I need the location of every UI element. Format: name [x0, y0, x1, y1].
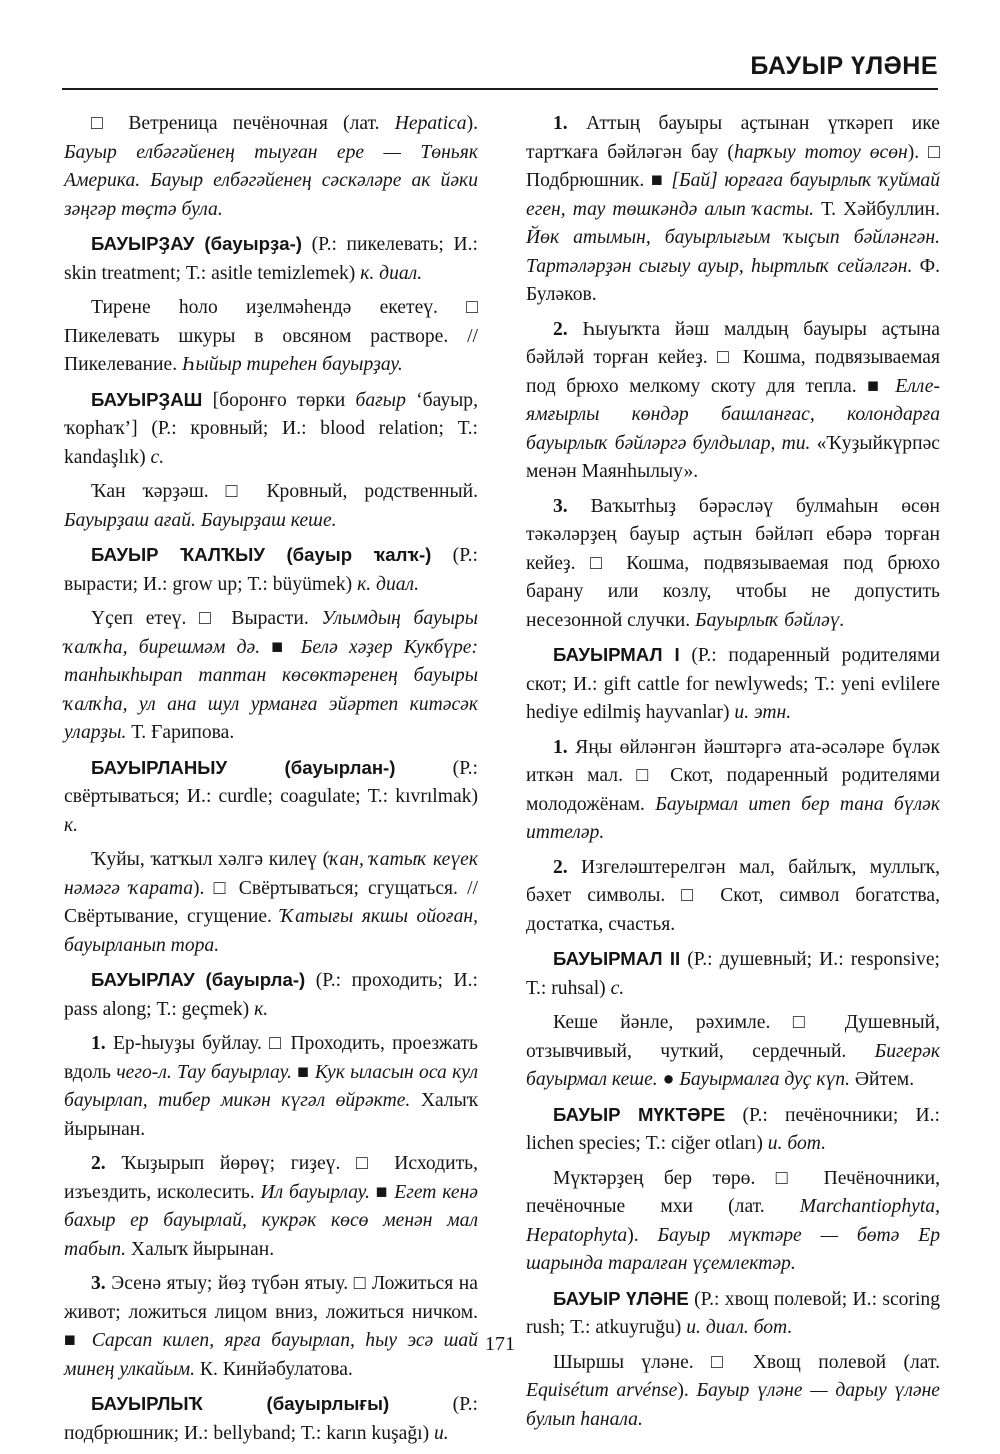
- text-run: ●: [657, 1069, 680, 1090]
- text-run: Шыршы үләне. □ Хвощ полевой (лат.: [553, 1351, 940, 1373]
- italic-text: к. диал.: [357, 573, 420, 595]
- text-run: Халыҡ йырынан.: [126, 1238, 275, 1260]
- italic-text: Бауырлыҡ бәйләү.: [695, 609, 845, 631]
- dictionary-entry: [64, 1390, 478, 1448]
- entry-paragraph: [526, 734, 940, 848]
- italic-text: Бауыр мүктәре — бөтә Ер шарында таралған үҫемлектәр.: [526, 1224, 940, 1274]
- italic-text: [Бай] юрғаға бауырлыҡ ҡуймай еген, тау төшкәндә алып ҡасты.: [526, 170, 940, 220]
- text-run: Ҡыҙырып йөрөү; гиҙеү. □ Исходить, изъездить, исколесить.: [64, 1153, 478, 1203]
- entry-paragraph: [526, 1349, 940, 1435]
- italic-text: бағыр: [355, 389, 406, 411]
- dictionary-entry: [526, 1101, 940, 1159]
- text-run: Ҡан ҡәрҙәш. □ Кровный, родственный.: [91, 481, 478, 502]
- text-run: Һыуыҡта йәш малдың бауыры аҫтына бәйләй торған кейеҙ. □ Кошма, подвязываемая под брюхо мелкому скоту для тепла. ■: [526, 318, 940, 397]
- italic-text: Сарсап килеп, ярға бауырлап, һыу эсә шай минең улкайым.: [64, 1330, 479, 1380]
- italic-text: Егет кенә бахыр ер бауырлай, кукрәк көсө менән мал табып.: [64, 1181, 478, 1260]
- text-run: Әйтем.: [850, 1069, 915, 1090]
- dictionary-entry: [64, 230, 478, 288]
- headword: БАУЫРЛАНЫУ (бауырлан-): [91, 756, 396, 778]
- text-run: ■: [260, 636, 301, 658]
- left-column: [64, 110, 478, 1454]
- text-run: (Р.: проходить; И.: pass along; Т.: geçmek): [64, 970, 478, 1020]
- italic-text: Кук ыласын оса кул бауырлап, тибер микән күгәл өйрәкте.: [64, 1061, 479, 1111]
- sense-number: 2.: [553, 856, 568, 878]
- text-run: Ваҡытһыҙ бәрәсләү булмаһын өсөн тәкәләрҙең бауыр аҫтын бәйләп ебәрә торған кейеҙ. □ Кошма, подвязываемая под брюхо барану или козлу, чтобы не допустить несезонной случки.: [526, 495, 940, 631]
- headword: БАУЫРҘАШ: [91, 388, 203, 410]
- italic-text: Йөк атымын, бауырлығым ҡыҫып бәйләнгән. Тартәләрҙән сығыу ауыр, һыртлыҡ сейәлгән.: [526, 227, 940, 277]
- entry-paragraph: [64, 294, 478, 380]
- headword: БАУЫР ҮЛӘНЕ: [553, 1287, 689, 1309]
- italic-text: Бигерәк бауырмал кеше.: [526, 1040, 940, 1090]
- sense-number: 1.: [91, 1033, 106, 1054]
- italic-text: и. этн.: [734, 702, 792, 723]
- italic-text: и. бот.: [767, 1133, 827, 1154]
- text-run: (Р.: пикелевать; И.: skin treatment; Т.: asitle temizlemek): [64, 234, 478, 284]
- text-run: (Р.: душевный; И.: responsive; Т.: ruhsal): [526, 949, 940, 999]
- text-run: (Р.: подаренный родителями скот; И.: gift cattle for newlyweds; Т.: yeni evlilere hediye edilmiş hayvanlar): [526, 645, 940, 723]
- text-run: (Р.: хвощ полевой; И.: scoring rush; Т.: atkuyruğu): [526, 1288, 940, 1338]
- text-run: Ф. Буләков.: [526, 255, 941, 305]
- entry-paragraph: [64, 1270, 478, 1384]
- header-rule: [62, 88, 938, 90]
- text-run: ).: [627, 1224, 658, 1246]
- headword: БАУЫРЛЫҠ (бауырлығы): [91, 1393, 390, 1414]
- italic-text: һарҡыу тотоу өсөн: [733, 141, 908, 163]
- entry-paragraph: [64, 605, 478, 748]
- entry-paragraph: [64, 1030, 478, 1144]
- text-run: (Р.: свёртываться; И.: curdle; coagulate; Т.: kıvrılmak): [64, 757, 478, 807]
- dictionary-entry: [526, 641, 940, 728]
- text-run: Кеше йәнле, рәхимле. □ Душевный, отзывчивый, чуткий, сердечный.: [526, 1012, 940, 1062]
- text-run: Т. Хәйбуллин.: [814, 198, 941, 220]
- italic-text: ҡан, ҡатыҡ кеүек нәмәгә ҡарата: [64, 849, 478, 899]
- entry-paragraph: [526, 493, 940, 636]
- text-run: Эсенә ятыу; йөҙ түбән ятыу. □ Ложиться на живот; ложиться лицом вниз, ложиться ничком. ■: [64, 1273, 478, 1351]
- text-run: ■: [370, 1181, 395, 1203]
- dictionary-entry: [64, 541, 478, 599]
- italic-text: к. диал.: [360, 262, 423, 284]
- text-run: «Ҡуҙыйкүрпәс менән Маянһылыу».: [526, 432, 940, 482]
- italic-text: Бауырҙаш ағай. Бауырҙаш кеше.: [64, 509, 337, 531]
- entry-paragraph: [64, 110, 478, 224]
- entry-paragraph: [64, 478, 478, 535]
- text-run: ).: [677, 1380, 697, 1401]
- italic-text: и.: [434, 1422, 449, 1444]
- headword: БАУЫР ҠАЛҠЫУ (бауыр ҡалҡ-): [91, 544, 432, 565]
- text-run: (Р.: подбрюшник; И.: bellyband; Т.: karın kuşağı): [64, 1394, 478, 1444]
- text-run: ). □ Свёртываться; сгущаться. // Свёртывание, сгущение.: [64, 877, 478, 927]
- italic-text: Ҡатығы якшы ойоған, бауырланып тора.: [64, 906, 478, 956]
- text-run: Изгеләштерелгән мал, байлыҡ, муллыҡ, бәхет символы. □ Скот, символ богатства, достатка, счастья.: [526, 856, 940, 935]
- entry-paragraph: [526, 1009, 940, 1095]
- italic-text: с.: [150, 446, 165, 468]
- italic-text: и. диал. бот.: [686, 1317, 793, 1338]
- headword: БАУЫРМАЛ I: [553, 644, 680, 665]
- entry-paragraph: [526, 316, 940, 487]
- text-run: (Р.: печёночники; И.: lichen species; Т.: ciğer otları): [526, 1104, 940, 1154]
- headword: БАУЫРҘАУ (бауырҙа-): [91, 233, 302, 254]
- text-run: Мүктәрҙең бер төрө. □ Печёночники, печёночные мхи (лат.: [526, 1167, 940, 1217]
- italic-text: Equisétum arvénse: [526, 1380, 678, 1401]
- italic-text: чего-л.: [116, 1061, 172, 1083]
- text-run: ■: [291, 1061, 315, 1083]
- sense-number: 2.: [91, 1153, 106, 1174]
- entry-paragraph: [64, 1150, 478, 1264]
- text-run: [боронғо төрки: [202, 389, 356, 411]
- sense-number: 3.: [91, 1273, 106, 1294]
- entry-paragraph: [64, 846, 478, 960]
- sense-number: 1.: [553, 736, 568, 758]
- italic-text: Улымдың бауыры ҡалҡһа, бирешмәм дә.: [64, 608, 478, 658]
- text-run: Халыҡ йырынан.: [64, 1090, 479, 1140]
- italic-text: Елле-ямғырлы көндәр башланғас, колондарға бауырлыҡ бәйләргә булдылар, ти.: [526, 375, 940, 454]
- dictionary-entry: [64, 966, 478, 1024]
- sense-number: 3.: [553, 495, 568, 517]
- text-run: Ер-һыуҙы буйлау. □ Проходить, проезжать вдоль: [64, 1033, 478, 1083]
- text-run: (Р.: вырасти; И.: grow up; Т.: büyümek): [64, 545, 478, 595]
- entry-paragraph: [526, 1165, 940, 1279]
- italic-text: Бауыр үләне — дарыу үләне булып һанала.: [526, 1380, 940, 1430]
- italic-text: Бауырмалға дуҫ күп.: [679, 1069, 850, 1090]
- italic-text: с.: [610, 977, 625, 999]
- italic-text: к.: [254, 998, 269, 1020]
- italic-text: Һыйыр тиреһен бауырҙау.: [182, 354, 403, 375]
- text-run: Яңы өйләнгән йәштәргә ата-әсәләре бүләк иткән мал. □ Скот, подаренный родителями молодожёнам.: [526, 736, 940, 815]
- text-run: ).: [466, 113, 478, 134]
- italic-text: к.: [64, 814, 79, 836]
- text-run: ). □ Подбрюшник. ■: [526, 141, 940, 191]
- italic-text: Бауырмал итеп бер тана бүләк иттеләр.: [526, 793, 940, 843]
- dictionary-entry: [526, 945, 940, 1003]
- entry-paragraph: [526, 854, 940, 940]
- headword: БАУЫРМАЛ II: [553, 948, 681, 969]
- text-run: Тирене һоло иҙелмәһендә екетеү. □ Пикелевать шкуры в овсяном растворе. // Пикелевание.: [64, 297, 478, 375]
- italic-text: Белә хәҙер Кукбүре: танһыкһырап таптан көсөктәренең бауыры ҡалҡһа, ул ана шул урманға эйәртеп китәсәк уларҙы.: [64, 636, 479, 743]
- entry-paragraph: [526, 110, 940, 310]
- italic-text: Hepatica: [394, 113, 467, 134]
- sense-number: 1.: [553, 113, 568, 134]
- headword: БАУЫРЛАУ (бауырла-): [91, 969, 306, 990]
- right-column: [526, 110, 940, 1440]
- text-run: Ҡуйы, ҡатҡыл хәлгә килеү (: [91, 849, 330, 870]
- page-number: 171: [485, 1333, 515, 1355]
- text-run: Т. Ғарипова.: [126, 722, 235, 743]
- headword: БАУЫР МҮКТӘРЕ: [553, 1103, 726, 1125]
- italic-text: Marchantiophyta, Hepatophyta: [526, 1196, 940, 1246]
- running-head: БАУЫР ҮЛӘНЕ: [750, 52, 938, 80]
- dictionary-entry: [64, 386, 478, 473]
- text-run: ‘бауыр, ҡорһаҡ’] (Р.: кровный; И.: blood relation; Т.: kandaşlık): [64, 389, 478, 468]
- text-run: К. Кинйәбулатова.: [195, 1358, 353, 1380]
- text-run: Үҫеп етеү. □ Вырасти.: [91, 608, 322, 629]
- italic-text: Тау бауырлау.: [177, 1061, 292, 1083]
- sense-number: 2.: [553, 318, 568, 340]
- italic-text: Ил бауырлау.: [260, 1181, 371, 1203]
- dictionary-entry: [64, 754, 478, 841]
- text-run: □ Ветреница печёночная (лат.: [91, 113, 395, 134]
- italic-text: Бауыр елбәгәйенең тыуған ере — Төньяк Америка. Бауыр елбәгәйенең сәскәләре ак йәки зәңгәр төҫтә була.: [64, 141, 478, 220]
- text-run: Аттың бауыры аҫтынан үткәреп ике тартҡаға бәйләгән бау (: [526, 113, 940, 163]
